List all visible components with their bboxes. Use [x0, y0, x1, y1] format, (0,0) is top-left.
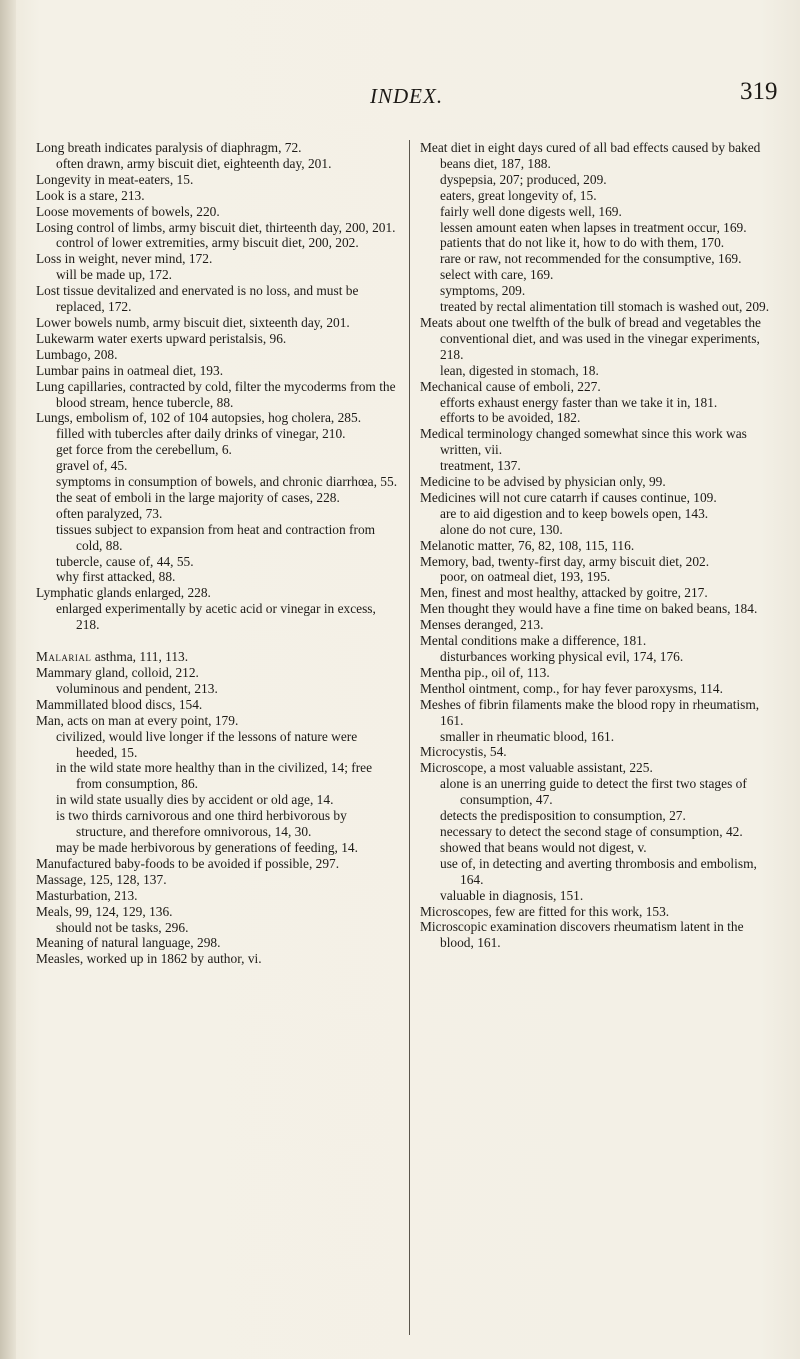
index-subentry: why first attacked, 88. [56, 569, 176, 585]
index-subentry: should not be tasks, 296. [56, 919, 189, 935]
index-subentry: alone do not cure, 130. [440, 521, 563, 537]
index-entry: Measles, worked up in 1862 by author, vi. [36, 951, 262, 967]
index-entry: Menses deranged, 213. [420, 617, 544, 633]
index-subentry: necessary to detect the second stage of consumption, 42. [440, 823, 743, 839]
index-subentry: treated by rectal alimentation till stomach is washed out, 209. [440, 299, 770, 315]
index-entry: Microcystis, 54. [420, 744, 507, 760]
column-divider [409, 140, 410, 1335]
index-entry: Microscopes, few are fitted for this work, 153. [420, 903, 670, 919]
index-subentry: rare or raw, not recommended for the consumptive, 169. [440, 251, 742, 267]
index-subentry: valuable in diagnosis, 151. [440, 887, 584, 903]
index-entry: Masturbation, 213. [36, 887, 138, 903]
index-subentry: disturbances working physical evil, 174, 176. [440, 649, 684, 664]
index-entry: Lost tissue devitalized and enervated is no loss, and must be replaced, 172. [36, 283, 359, 315]
index-entry: Melanotic matter, 76, 82, 108, 115, 116. [420, 537, 635, 553]
index-subentry: will be made up, 172. [56, 267, 173, 283]
index-subentry: alone is an unerring guide to detect the first two stages of consumption, 47. [440, 776, 747, 808]
index-subentry: smaller in rheumatic blood, 161. [440, 728, 615, 744]
index-entry: Medicines will not cure catarrh if causes continue, 109. [420, 489, 717, 505]
index-subentry: efforts exhaust energy faster than we take it in, 181. [440, 394, 718, 410]
index-entry [36, 649, 400, 665]
index-subentry: are to aid digestion and to keep bowels open, 143. [440, 505, 709, 521]
index-entry: Mentha pip., oil of, 113. [420, 664, 550, 680]
index-subentry: fairly well done digests well, 169. [440, 203, 622, 219]
index-subentry: symptoms in consumption of bowels, and chronic diarrhœa, 55. [56, 474, 398, 490]
entry-text: asthma, 111, 113. [91, 649, 189, 665]
index-entry: Microscope, a most valuable assistant, 225. [420, 760, 653, 776]
index-subentry: eaters, great longevity of, 15. [440, 187, 597, 203]
index-entry: Losing control of limbs, army biscuit diet, thirteenth day, 200, 201. [36, 219, 396, 235]
index-entry: Long breath indicates paralysis of diaphragm, 72. [36, 140, 302, 155]
index-subentry: efforts to be avoided, 182. [440, 410, 581, 426]
index-entry: Loss in weight, never mind, 172. [36, 251, 213, 267]
index-subentry: patients that do not like it, how to do with them, 170. [440, 235, 725, 251]
index-subentry: often paralyzed, 73. [56, 505, 163, 521]
index-entry: Lumbar pains in oatmeal diet, 193. [36, 362, 224, 378]
index-entry: Mental conditions make a difference, 181. [420, 633, 647, 649]
index-entry: Men thought they would have a fine time on baked beans, 184. [420, 601, 758, 617]
index-entry: Lung capillaries, contracted by cold, filter the mycoderms from the blood stream, hence tubercle, 88. [36, 378, 396, 410]
index-entry: Meshes of fibrin filaments make the blood ropy in rheumatism, 161. [420, 696, 760, 728]
index-subentry: showed that beans would not digest, v. [440, 839, 647, 855]
page-number: 319 [740, 78, 778, 105]
index-subentry: poor, on oatmeal diet, 193, 195. [440, 569, 611, 585]
index-subentry: voluminous and pendent, 213. [56, 680, 218, 696]
index-entry: Mechanical cause of emboli, 227. [420, 378, 601, 394]
index-entry: Memory, bad, twenty-first day, army biscuit diet, 202. [420, 553, 710, 569]
index-entry: Meats about one twelfth of the bulk of bread and vegetables the conventional diet, and was used in the vinegar experiments, 218. [420, 314, 761, 362]
index-entry: Menthol ointment, comp., for hay fever paroxysms, 114. [420, 680, 723, 696]
index-subentry: treatment, 137. [440, 458, 521, 474]
index-entry: Lungs, embolism of, 102 of 104 autopsies, hog cholera, 285. [36, 410, 362, 426]
index-subentry: symptoms, 209. [440, 283, 526, 299]
index-subentry: gravel of, 45. [56, 458, 128, 474]
index-entry: Look is a stare, 213. [36, 187, 145, 203]
index-subentry: dyspepsia, 207; produced, 209. [440, 171, 607, 187]
index-subentry: control of lower extremities, army biscuit diet, 200, 202. [56, 235, 359, 251]
index-subentry: may be made herbivorous by generations of feeding, 14. [56, 839, 358, 855]
index-entry: Longevity in meat-eaters, 15. [36, 171, 194, 187]
index-entry: Lumbago, 208. [36, 346, 118, 362]
index-entry: Lukewarm water exerts upward peristalsis, 96. [36, 330, 287, 346]
index-entry: Loose movements of bowels, 220. [36, 203, 220, 219]
index-entry: Mammillated blood discs, 154. [36, 696, 203, 712]
index-entry: Medical terminology changed somewhat since this work was written, vii. [420, 426, 747, 458]
index-subentry: lean, digested in stomach, 18. [440, 362, 599, 378]
index-entry: Man, acts on man at every point, 179. [36, 712, 239, 728]
index-subentry: often drawn, army biscuit diet, eighteenth day, 201. [56, 155, 332, 171]
index-entry: Massage, 125, 128, 137. [36, 871, 167, 887]
binding-edge [0, 0, 16, 1359]
index-entry: Men, finest and most healthy, attacked by goitre, 217. [420, 585, 708, 601]
running-head: INDEX. [370, 84, 444, 108]
index-entry: Lymphatic glands enlarged, 228. [36, 585, 211, 601]
section-gap [36, 633, 400, 649]
index-entry: Microscopic examination discovers rheumatism latent in the blood, 161. [420, 919, 744, 951]
index-subentry: use of, in detecting and averting thrombosis and embolism, 164. [440, 855, 757, 887]
index-subentry: tissues subject to expansion from heat and contraction from cold, 88. [56, 521, 376, 553]
index-subentry: is two thirds carnivorous and one third herbivorous by structure, and therefore omnivorous, 14, 30. [56, 808, 347, 840]
index-entry: Meaning of natural language, 298. [36, 935, 221, 951]
index-entry: Mammary gland, colloid, 212. [36, 665, 199, 680]
index-subentry: in wild state usually dies by accident or old age, 14. [56, 792, 334, 808]
index-subentry: get force from the cerebellum, 6. [56, 442, 232, 458]
index-subentry: lessen amount eaten when lapses in treatment occur, 169. [440, 219, 747, 235]
index-entry: Meals, 99, 124, 129, 136. [36, 903, 173, 919]
index-subentry: in the wild state more healthy than in the civilized, 14; free from consumption, 86. [56, 760, 373, 792]
index-entry: Medicine to be advised by physician only, 99. [420, 474, 666, 490]
index-subentry: enlarged experimentally by acetic acid or vinegar in excess, 218. [56, 601, 376, 633]
index-column-left [36, 140, 400, 967]
index-subentry: civilized, would live longer if the lessons of nature were heeded, 15. [56, 728, 358, 760]
index-subentry: detects the predisposition to consumption, 27. [440, 808, 686, 824]
index-subentry: select with care, 169. [440, 267, 554, 283]
index-column-right [420, 140, 772, 951]
index-subentry: filled with tubercles after daily drinks of vinegar, 210. [56, 426, 346, 442]
index-entry: Meat diet in eight days cured of all bad effects caused by baked beans diet, 187, 188. [420, 140, 761, 171]
index-subentry: the seat of emboli in the large majority of cases, 228. [56, 489, 340, 505]
index-entry: Manufactured baby-foods to be avoided if possible, 297. [36, 855, 340, 871]
index-entry: Lower bowels numb, army biscuit diet, sixteenth day, 201. [36, 314, 350, 330]
entry-smallcaps-lead: Malarial [36, 649, 92, 665]
index-subentry: tubercle, cause of, 44, 55. [56, 553, 194, 569]
